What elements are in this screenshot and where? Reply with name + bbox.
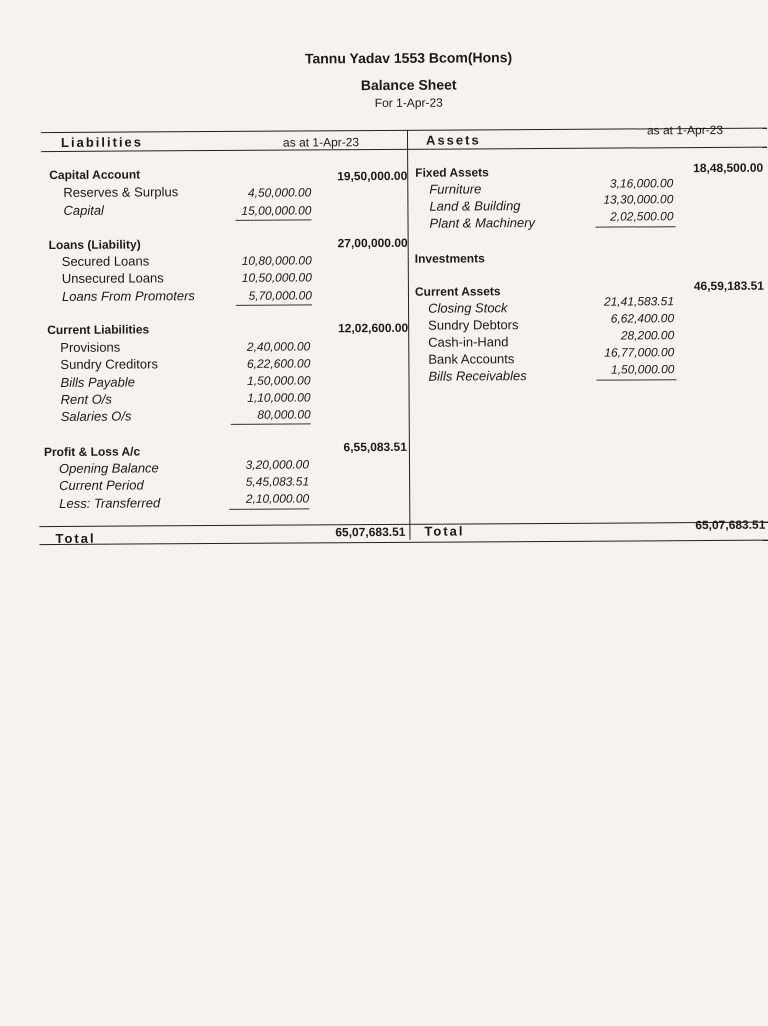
- amount-reserves-surplus: 4,50,000.00: [247, 185, 312, 200]
- amount-provisions: 2,40,000.00: [246, 339, 311, 354]
- document-period: For 1-Apr-23: [374, 95, 443, 111]
- item-unsecured-loans: Unsecured Loans: [61, 270, 164, 286]
- item-cash-in-hand: Cash-in-Hand: [428, 334, 509, 350]
- subtotal-rule: [596, 379, 676, 380]
- item-opening-balance: Opening Balance: [58, 460, 159, 476]
- group-total-capital-account: 19,50,000.00: [337, 168, 408, 184]
- item-less-transferred: Less: Transferred: [59, 495, 161, 511]
- subtotal-rule: [229, 508, 309, 509]
- item-bank-accounts: Bank Accounts: [428, 351, 515, 367]
- liabilities-as-at: as at 1-Apr-23: [282, 135, 360, 150]
- amount-cash-in-hand: 28,200.00: [620, 328, 675, 343]
- item-provisions: Provisions: [60, 339, 121, 355]
- item-sundry-debtors: Sundry Debtors: [428, 317, 519, 333]
- amount-loans-from-promoters: 5,70,000.00: [248, 288, 313, 303]
- amount-closing-stock: 21,41,583.51: [603, 294, 675, 309]
- amount-sundry-creditors: 6,22,600.00: [246, 356, 311, 371]
- assets-total-label: Total: [424, 523, 465, 539]
- liabilities-heading: Liabilities: [60, 134, 144, 150]
- group-total-current-assets: 46,59,183.51: [693, 278, 764, 294]
- group-current-assets: Current Assets: [414, 284, 501, 299]
- group-capital-account: Capital Account: [49, 167, 141, 183]
- amount-unsecured-loans: 10,50,000.00: [241, 270, 312, 285]
- amount-sundry-debtors: 6,62,400.00: [610, 311, 675, 326]
- group-total-profit-loss: 6,55,083.51: [343, 439, 407, 455]
- item-sundry-creditors: Sundry Creditors: [60, 356, 158, 372]
- assets-heading: Assets: [425, 132, 481, 148]
- amount-bills-receivables: 1,50,000.00: [610, 362, 675, 377]
- subtotal-rule: [236, 219, 312, 220]
- amount-rent-os: 1,10,000.00: [247, 390, 311, 405]
- item-loans-from-promoters: Loans From Promoters: [61, 288, 195, 304]
- amount-plant-machinery: 2,02,500.00: [610, 209, 674, 224]
- item-land-building: Land & Building: [429, 198, 521, 214]
- amount-salaries-os: 80,000.00: [257, 407, 311, 422]
- item-reserves-surplus: Reserves & Surplus: [63, 184, 179, 200]
- group-loans-liability: Loans (Liability): [48, 237, 141, 253]
- table-header-rule: [41, 147, 767, 152]
- item-bills-payable: Bills Payable: [60, 374, 135, 390]
- item-rent-os: Rent O/s: [60, 391, 112, 407]
- amount-bills-payable: 1,50,000.00: [247, 373, 311, 388]
- total-bottom-rule: [39, 540, 768, 545]
- amount-capital: 15,00,000.00: [241, 203, 312, 218]
- item-closing-stock: Closing Stock: [428, 300, 508, 316]
- assets-grand-total: 65,07,683.51: [695, 517, 766, 533]
- group-total-current-liabilities: 12,02,600.00: [338, 320, 409, 336]
- group-investments: Investments: [414, 251, 485, 266]
- amount-opening-balance: 3,20,000.00: [245, 457, 310, 472]
- item-capital: Capital: [63, 202, 104, 218]
- subtotal-rule: [236, 304, 312, 305]
- liabilities-total-label: Total: [55, 530, 96, 546]
- amount-current-period: 5,45,083.51: [245, 474, 310, 489]
- group-fixed-assets: Fixed Assets: [415, 165, 489, 180]
- group-total-loans-liability: 27,00,000.00: [337, 235, 408, 251]
- item-secured-loans: Secured Loans: [61, 253, 150, 269]
- item-furniture: Furniture: [429, 181, 482, 197]
- amount-secured-loans: 10,80,000.00: [241, 253, 312, 268]
- amount-less-transferred: 2,10,000.00: [245, 491, 310, 506]
- assets-as-at: as at 1-Apr-23: [646, 122, 724, 138]
- item-bills-receivables: Bills Receivables: [428, 368, 527, 384]
- amount-furniture: 3,16,000.00: [609, 176, 674, 191]
- subtotal-rule: [231, 423, 311, 424]
- liabilities-grand-total: 65,07,683.51: [335, 524, 406, 540]
- group-total-fixed-assets: 18,48,500.00: [693, 160, 764, 176]
- item-current-period: Current Period: [59, 477, 144, 493]
- group-profit-loss: Profit & Loss A/c: [43, 444, 141, 460]
- subtotal-rule: [596, 226, 676, 227]
- group-current-liabilities: Current Liabilities: [47, 322, 150, 338]
- amount-land-building: 13,30,000.00: [603, 192, 674, 207]
- item-salaries-os: Salaries O/s: [60, 408, 132, 424]
- document-title: Tannu Yadav 1553 Bcom(Hons): [304, 49, 513, 67]
- amount-bank-accounts: 16,77,000.00: [604, 345, 675, 360]
- item-plant-machinery: Plant & Machinery: [429, 215, 536, 231]
- document-subtitle: Balance Sheet: [360, 76, 457, 94]
